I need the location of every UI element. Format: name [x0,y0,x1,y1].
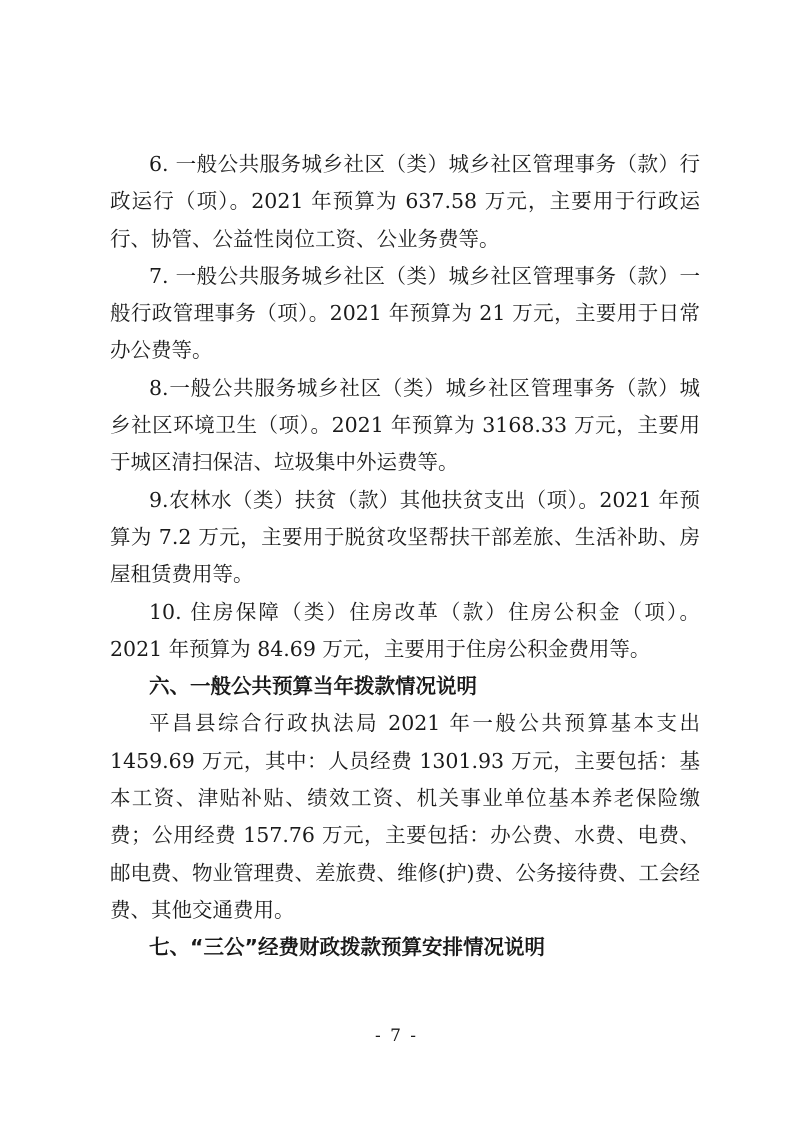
section-6-heading: 六、一般公共预算当年拨款情况说明 [149,674,477,699]
budget-item-10: 10. 住房保障（类）住房改革（款）住房公积金（项）。2021 年预算为 84.69 万元，主要用于住房公积金费用等。 [110,599,700,661]
section-7-heading: 七、“三公”经费财政拨款预算安排情况说明 [149,935,545,960]
budget-item-8: 8.一般公共服务城乡社区（类）城乡社区管理事务（款）城乡社区环境卫生（项）。2021 年预算为 3168.33 万元，主要用于城区清扫保洁、垃圾集中外运费等。 [110,375,700,475]
document-body [110,146,700,967]
page-number: - 7 - [374,1026,419,1046]
budget-item-6: 6. 一般公共服务城乡社区（类）城乡社区管理事务（款）行政运行（项）。2021 年预算为 637.58 万元，主要用于行政运行、协管、公益性岗位工资、公业务费等。 [110,152,700,251]
budget-item-9: 9.农林水（类）扶贫（款）其他扶贫支出（项）。2021 年预算为 7.2 万元，主要用于脱贫攻坚帮扶干部差旅、生活补助、房屋租赁费用等。 [110,487,700,587]
budget-item-7: 7. 一般公共服务城乡社区（类）城乡社区管理事务（款）一般行政管理事务（项）。2021 年预算为 21 万元，主要用于日常办公费等。 [110,263,700,363]
section-6-body: 平昌县综合行政执法局 2021 年一般公共预算基本支出 1459.69 万元，其中：人员经费 1301.93 万元，主要包括：基本工资、津贴补贴、绩效工资、机关事业单位基本养老保险缴费；公用经费 157.76 万元，主要包括：办公费、水费、电费、邮电费、物业管理费、差旅费、维修(护)费、公务接待费、工会经费、其他交通费用。 [110,711,700,922]
